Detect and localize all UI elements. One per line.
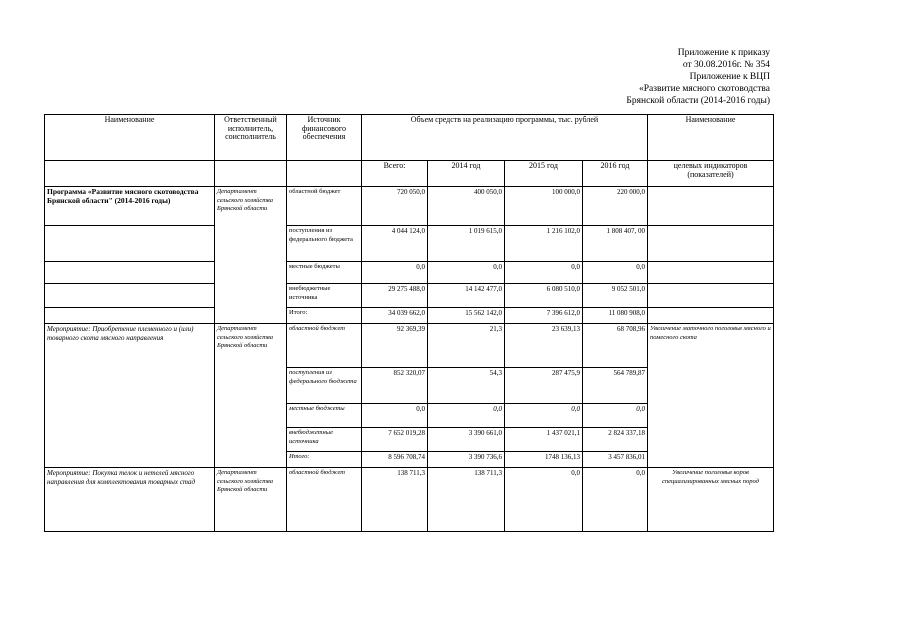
col-indicator-header: Наименование [648,115,774,161]
budget-table [44,114,774,532]
source-cell: внебюджетные источника [287,428,362,452]
y2016-cell: 3 457 836,01 [583,452,648,468]
program-resp: Департамент сельского хозяйства Брянской области [215,187,287,324]
y2015-cell: 0,0 [505,468,583,532]
measure-2-indicator: Увеличение поголовья коров специализированных мясных пород [648,468,774,532]
y2016-cell: 0,0 [583,404,648,428]
y2014-cell: 1 019 615,0 [428,226,505,262]
col-2014-header: 2014 год [428,161,505,187]
table-row [45,308,774,324]
y2016-cell: 220 000,0 [583,187,648,226]
y2014-cell: 21,3 [428,324,505,368]
empty-cell [287,161,362,187]
measure-1-resp: Департамент сельского хозяйства Брянской области [215,324,287,468]
total-cell: 4 044 124,0 [362,226,428,262]
source-cell: областной бюджет [287,324,362,368]
total-cell: 7 652 019,28 [362,428,428,452]
y2016-cell: 11 080 908,0 [583,308,648,324]
source-cell: областной бюджет [287,187,362,226]
indicator-cell [648,262,774,284]
source-cell: областной бюджет [287,468,362,532]
y2016-cell: 68 708,96 [583,324,648,368]
empty-cell [45,284,215,308]
empty-cell [45,161,215,187]
total-cell: 29 275 488,0 [362,284,428,308]
indicator-cell [648,308,774,324]
header-line-1: Приложение к приказу [677,48,770,58]
col-2016-header: 2016 год [583,161,648,187]
header-line-2: от 30.08.2016г. № 354 [682,60,770,70]
y2016-cell: 1 808 407, 00 [583,226,648,262]
measure-1-name: Мероприятие: Приобретение племенного и (или) товарного скота мясного направления [45,324,215,468]
y2014-cell: 3 390 661,0 [428,428,505,452]
total-cell: 0,0 [362,262,428,284]
document-header [626,47,770,107]
y2014-cell: 0,0 [428,262,505,284]
y2014-cell: 400 050,0 [428,187,505,226]
y2014-cell: 54,3 [428,368,505,404]
measure-2-name: Мероприятие: Покупка телок и нетелей мясного направления для комплектования товарных стад [45,468,215,532]
y2014-cell: 14 142 477,0 [428,284,505,308]
source-cell: Итого: [287,308,362,324]
y2014-cell: 3 390 736,6 [428,452,505,468]
indicator-cell [648,226,774,262]
y2016-cell: 0,0 [583,468,648,532]
y2016-cell: 9 052 501,0 [583,284,648,308]
source-cell: местные бюджеты [287,262,362,284]
col-name-header: Наименование [45,115,215,161]
col-resp-header: Ответственный исполнитель, соисполнитель [215,115,287,161]
col-2015-header: 2015 год [505,161,583,187]
y2014-cell: 0,0 [428,404,505,428]
y2015-cell: 1 437 021,1 [505,428,583,452]
indicator-cell [648,187,774,226]
y2015-cell: 7 396 612,0 [505,308,583,324]
total-cell: 34 039 662,0 [362,308,428,324]
program-name: Программа «Развитие мясного скотоводства Брянской области" (2014-2016 годы) [45,187,215,226]
y2015-cell: 23 639,13 [505,324,583,368]
source-cell: внебюджетные источника [287,284,362,308]
y2015-cell: 1 216 102,0 [505,226,583,262]
y2016-cell: 0,0 [583,262,648,284]
table-row [45,284,774,308]
header-line-3: Приложение к ВЦП [689,72,770,82]
y2016-cell: 564 789,87 [583,368,648,404]
source-cell: поступления из федерального бюджета [287,368,362,404]
source-cell: поступления из федерального бюджета [287,226,362,262]
y2015-cell: 1748 136,13 [505,452,583,468]
y2014-cell: 138 711,3 [428,468,505,532]
total-cell: 0,0 [362,404,428,428]
measure-2-resp: Департамент сельского хозяйства Брянской области [215,468,287,532]
header-row-2 [45,161,774,187]
table-row [45,324,774,368]
source-cell: Итого: [287,452,362,468]
y2015-cell: 0,0 [505,262,583,284]
total-cell: 852 320,07 [362,368,428,404]
col-total-header: Всего: [362,161,428,187]
y2015-cell: 100 000,0 [505,187,583,226]
total-cell: 720 050,0 [362,187,428,226]
y2014-cell: 15 562 142,0 [428,308,505,324]
header-row-1 [45,115,774,161]
y2016-cell: 2 824 337,18 [583,428,648,452]
indicator-cell [648,284,774,308]
header-line-4: «Развитие мясного скотоводства [638,84,770,94]
empty-cell [45,308,215,324]
table-row [45,262,774,284]
header-line-5: Брянской области (2014-2016 годы) [626,96,770,106]
col-source-header: Источник финансового обеспечения [287,115,362,161]
measure-1-indicator: Увеличение маточного поголовья мясного и помесного скота [648,324,774,468]
total-cell: 138 711,3 [362,468,428,532]
y2015-cell: 0,0 [505,404,583,428]
col-indicator-header-2: целевых индикаторов (показателей) [648,161,774,187]
total-cell: 8 596 708,74 [362,452,428,468]
source-cell: местные бюджеты [287,404,362,428]
empty-cell [215,161,287,187]
y2015-cell: 6 080 510,0 [505,284,583,308]
table-row [45,468,774,532]
table-row [45,187,774,226]
total-cell: 92 369,39 [362,324,428,368]
empty-cell [45,262,215,284]
y2015-cell: 287 475,9 [505,368,583,404]
table-row [45,226,774,262]
empty-cell [45,226,215,262]
col-volume-header: Объем средств на реализацию программы, тыс. рублей [362,115,648,161]
